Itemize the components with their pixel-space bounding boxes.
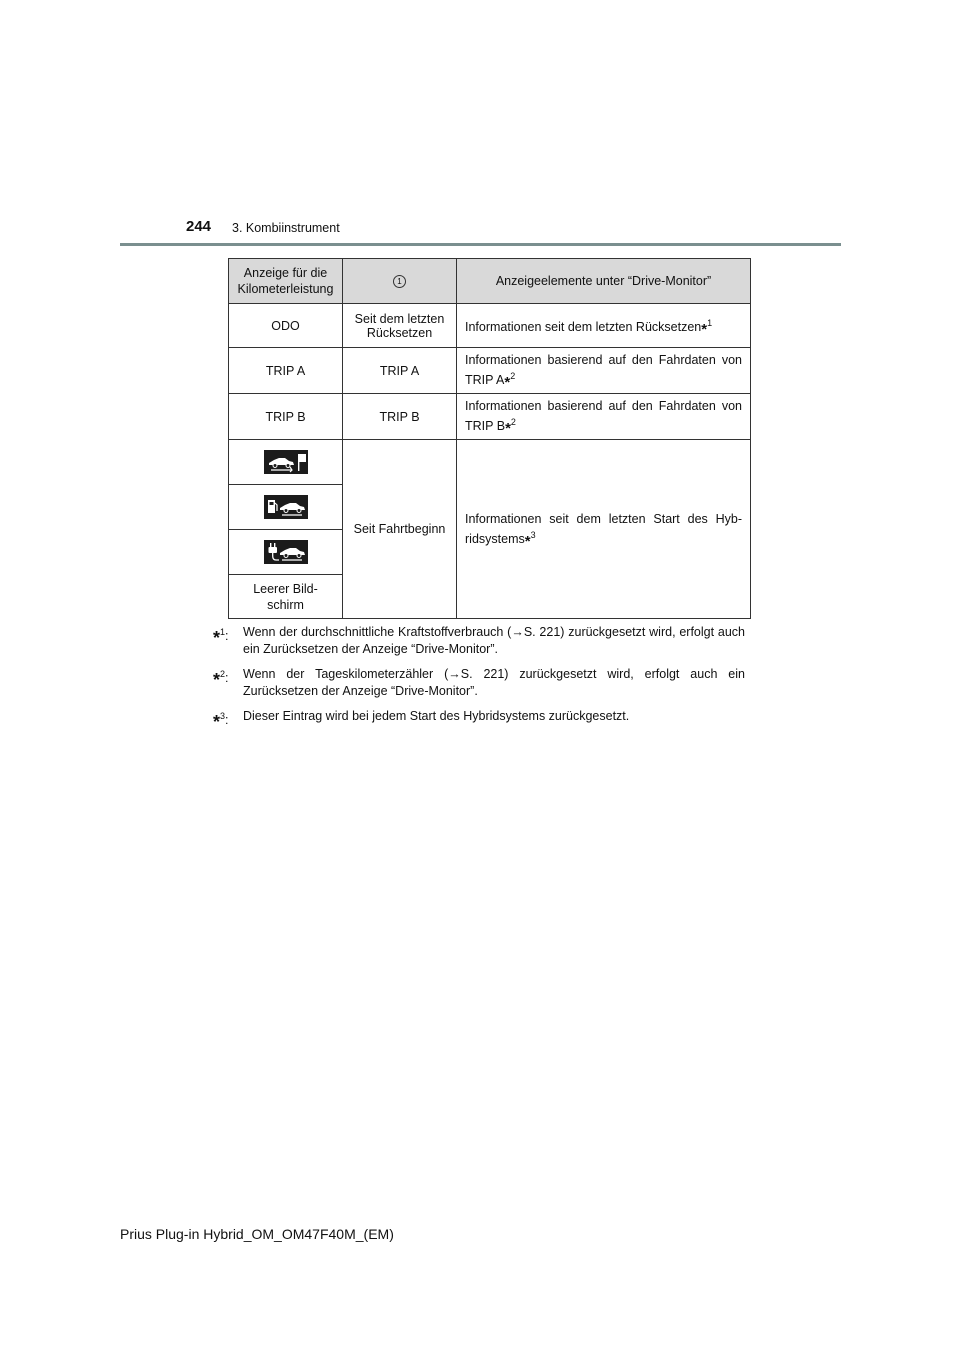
- description-text: Informationen seit dem letzten Rücksetzen: [465, 320, 702, 335]
- header-drive-monitor-items: Anzeigeelemente unter “Drive-Monitor”: [457, 259, 751, 304]
- footnote-ref: 3: [530, 529, 536, 540]
- table-row: [229, 348, 751, 394]
- footnote-item: [213, 666, 745, 700]
- footnote-ref: 1: [707, 318, 713, 329]
- cell-display-type: Seit dem letzten Rücksetzen: [343, 304, 457, 348]
- table-row: [229, 394, 751, 440]
- footnote-star: *: [524, 533, 531, 551]
- cell-blank-screen: Leerer Bild-schirm: [229, 575, 343, 619]
- section-title: 3. Kombiinstrument: [232, 221, 340, 235]
- fuel-pump-car-icon: [264, 495, 308, 519]
- cell-description: [457, 304, 751, 348]
- cell-display-type-since-start: Seit Fahrtbeginn: [343, 440, 457, 619]
- cell-icon: [229, 440, 343, 485]
- footnote-ref: 2: [510, 417, 516, 428]
- header-odometer-display: Anzeige für die Kilometerleistung: [229, 259, 343, 304]
- footnotes: [213, 624, 745, 733]
- cell-display-type: TRIP A: [343, 348, 457, 394]
- plug-charge-car-icon: [264, 540, 308, 564]
- drive-monitor-table: [228, 258, 751, 619]
- footnote-text: Dieser Eintrag wird bei jedem Start des Hybridsystems zurückgesetzt.: [243, 709, 630, 723]
- page-number: 244: [186, 218, 212, 235]
- footer-doc-id: Prius Plug-in Hybrid_OM_OM47F40M_(EM): [120, 1226, 394, 1242]
- description-text: Informationen basierend auf den Fahrdaten von TRIP B: [465, 399, 742, 434]
- cell-display-type: TRIP B: [343, 394, 457, 440]
- table-row: [229, 440, 751, 485]
- footnote-text: Wenn der Tageskilometerzähler (→S. 221) zurückgesetzt wird, erfolgt auch ein Zurücksetzen der Anzeige “Drive-Monitor”.: [243, 667, 745, 698]
- cell-odometer-mode: ODO: [229, 304, 343, 348]
- footnote-star: *: [504, 374, 511, 392]
- footnote-star: *: [701, 321, 708, 339]
- description-text: Informationen seit dem letzten Start des Hyb-ridsystems: [465, 511, 742, 547]
- footnote-marker: *$^1$:: [213, 627, 229, 649]
- footnote-marker: *$^3$:: [213, 711, 229, 733]
- table-header-row: [229, 259, 751, 304]
- table-row: [229, 304, 751, 348]
- cell-odometer-mode: TRIP B: [229, 394, 343, 440]
- cell-description: [457, 394, 751, 440]
- header-marker: [343, 259, 457, 304]
- footnote-ref: 2: [510, 371, 516, 382]
- footnote-star: *: [505, 420, 511, 438]
- footnote-item: [213, 708, 745, 733]
- cell-icon: [229, 485, 343, 530]
- footnote-item: [213, 624, 745, 658]
- circled-number-marker: 1: [393, 275, 406, 288]
- cell-description: [457, 348, 751, 394]
- footnote-text: Wenn der durchschnittliche Kraftstoffverbrauch (→S. 221) zurückgesetzt wird, erfolgt auch ein Zurücksetzen der Anzeige “Drive-Monitor”.: [243, 625, 745, 656]
- car-start-flag-icon: [264, 450, 308, 474]
- cell-icon: [229, 530, 343, 575]
- cell-odometer-mode: TRIP A: [229, 348, 343, 394]
- description-text: Informationen basierend auf den Fahrdaten von TRIP A: [465, 353, 742, 388]
- cell-description-since-start: [457, 440, 751, 619]
- footnote-marker: *$^2$:: [213, 669, 229, 691]
- header-rule: [120, 243, 841, 246]
